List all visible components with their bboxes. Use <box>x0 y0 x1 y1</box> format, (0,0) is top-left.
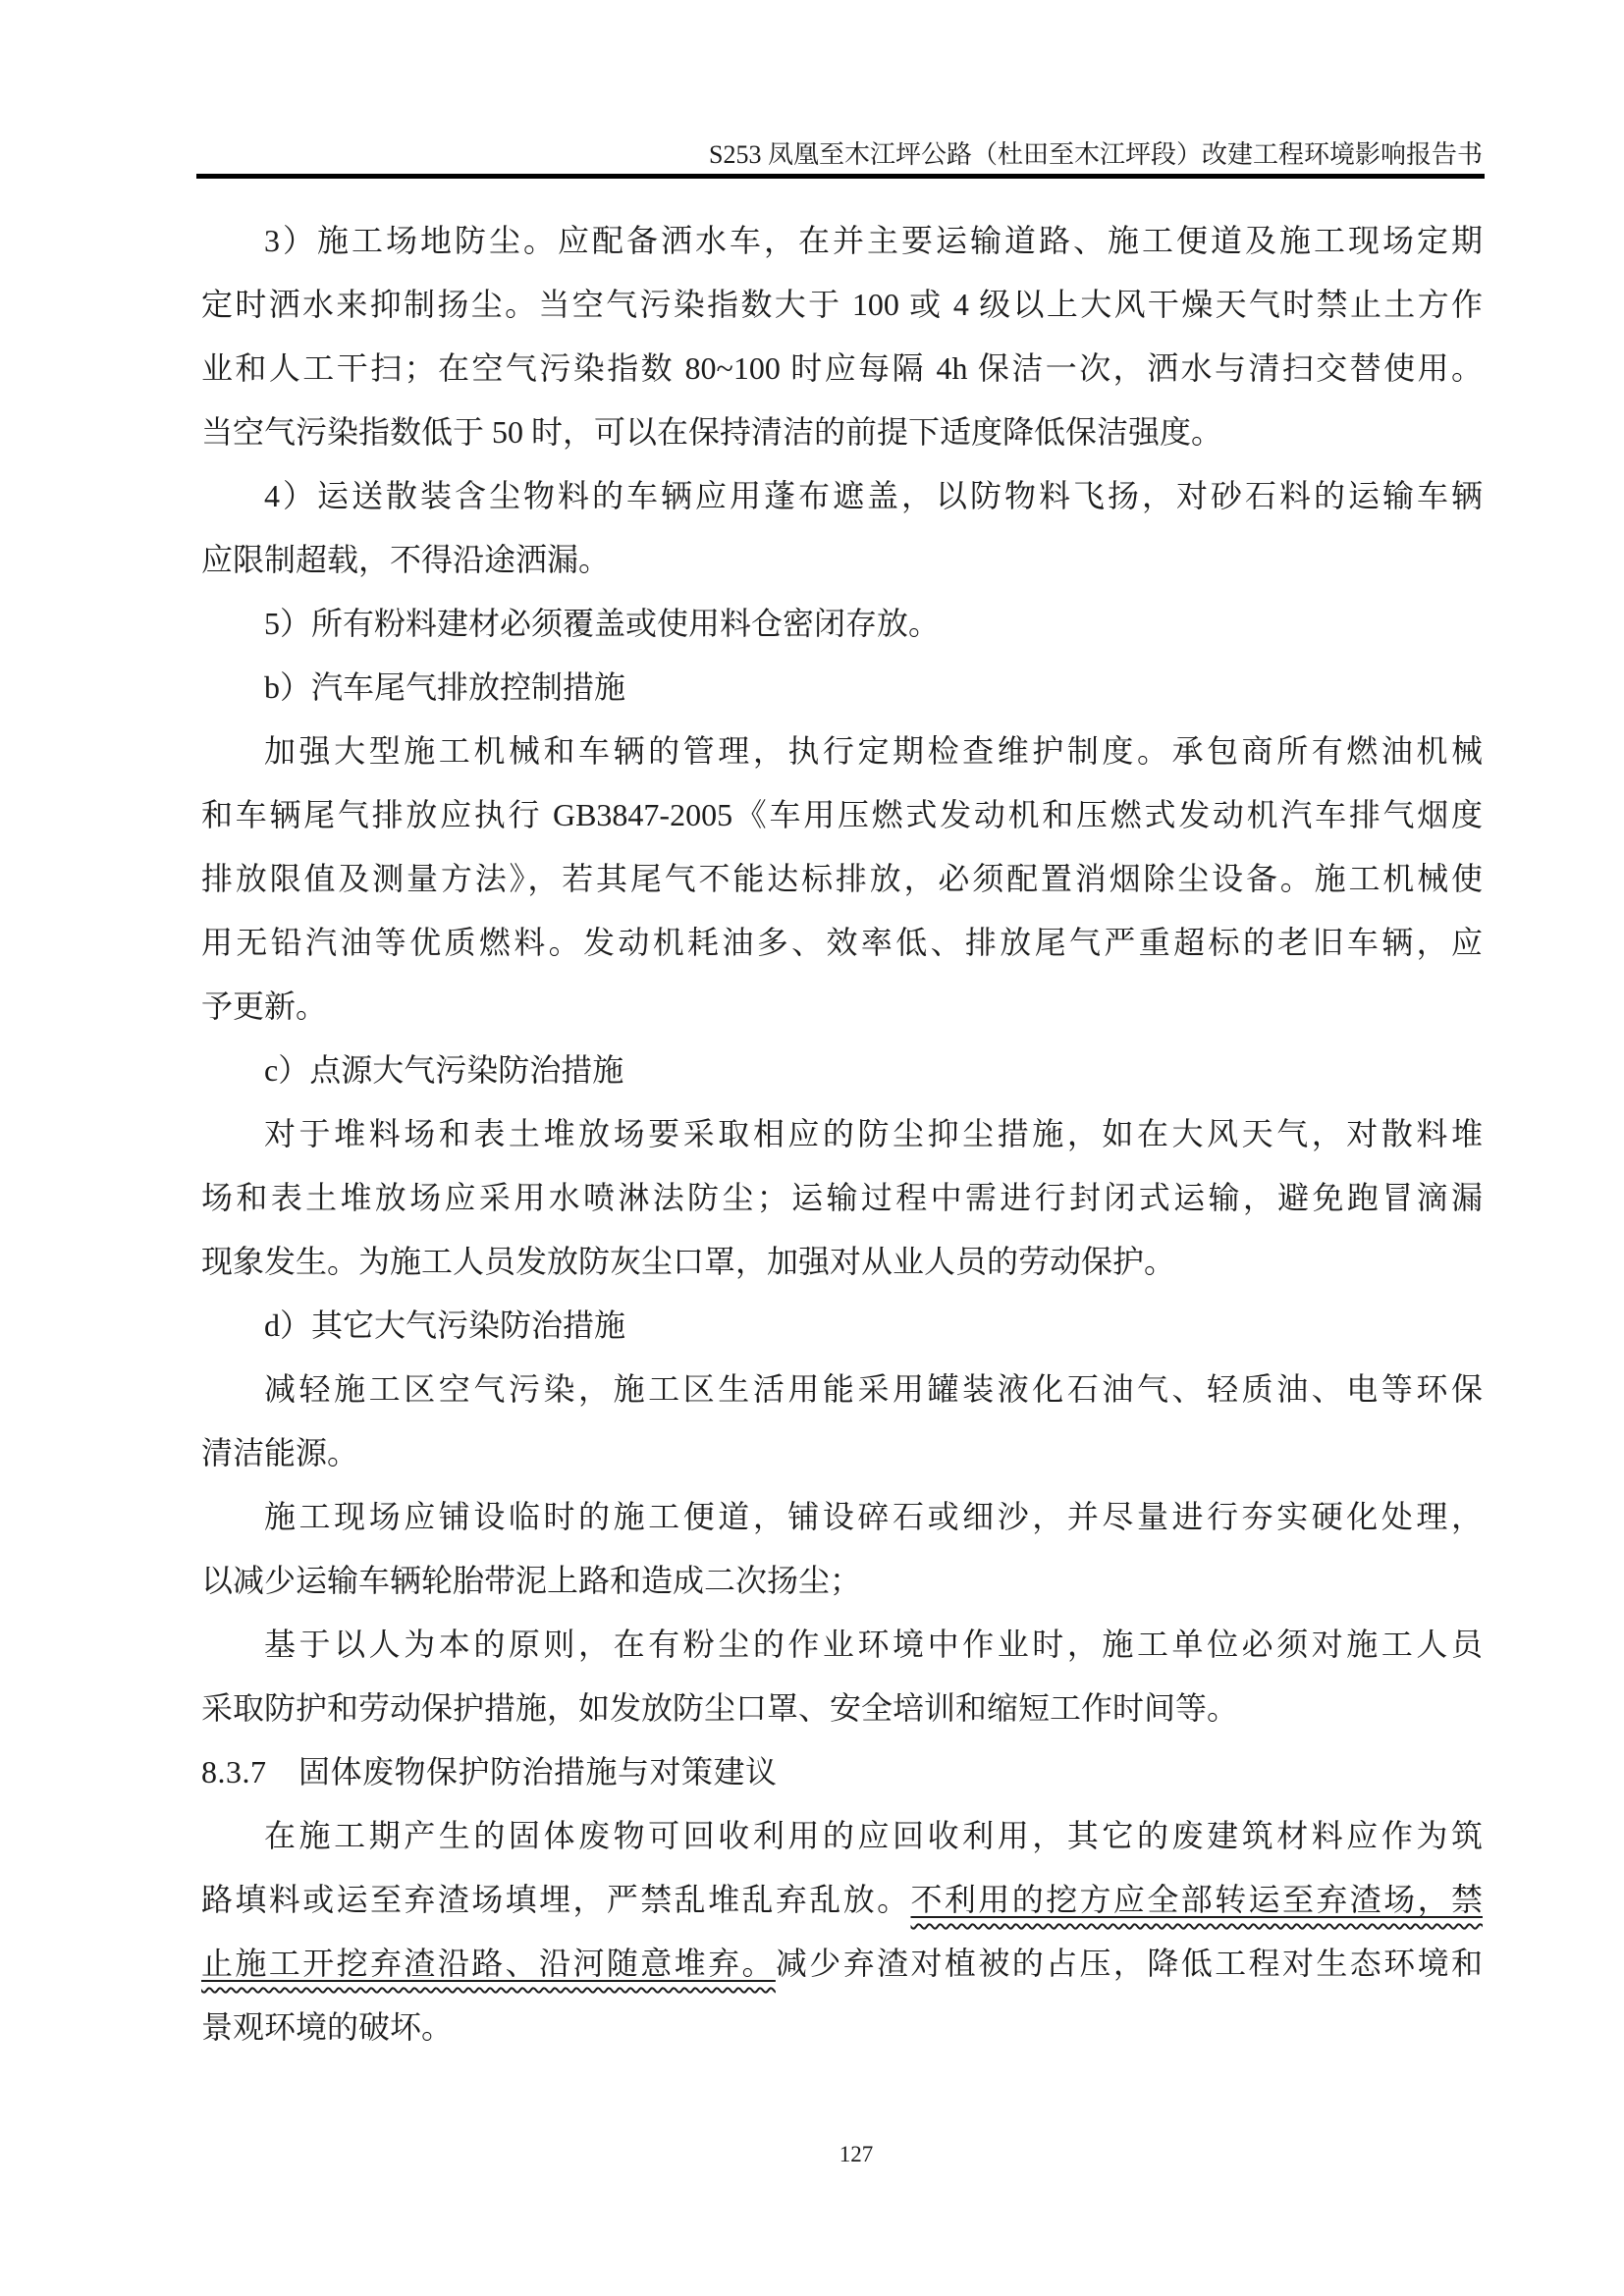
text-line <box>201 783 1483 847</box>
text-segment: 业和人工干扫；在空气污染指数 80~100 时应每隔 4h 保洁一次，洒水与清扫交替使用。 <box>201 350 1483 386</box>
text-line <box>201 1039 1483 1102</box>
paragraph <box>201 592 1483 656</box>
text-segment: 3）施工场地防尘。应配备洒水车，在并主要运输道路、施工便道及施工现场定期 <box>264 223 1483 258</box>
section-heading <box>201 1740 1483 1804</box>
text-line <box>201 1102 1483 1166</box>
text-segment: 减少弃渣对植被的占压，降低工程对生态环境和 <box>775 1946 1483 1981</box>
paragraph <box>201 1485 1483 1613</box>
page-header-title: S253 凤凰至木江坪公路（杜田至木江坪段）改建工程环境影响报告书 <box>709 140 1483 169</box>
text-line <box>201 1868 1483 1932</box>
paragraph <box>201 1102 1483 1294</box>
paragraph <box>201 1294 1483 1358</box>
text-line <box>201 592 1483 656</box>
text-segment: 4）运送散装含尘物料的车辆应用蓬布遮盖，以防物料飞扬，对砂石料的运输车辆 <box>264 478 1483 513</box>
text-segment: 在施工期产生的固体废物可回收利用的应回收利用，其它的废建筑材料应作为筑 <box>264 1818 1483 1853</box>
text-line <box>201 720 1483 783</box>
page-number: 127 <box>839 2142 874 2166</box>
text-segment: d）其它大气污染防治措施 <box>264 1308 626 1343</box>
text-segment: 场和表土堆放场应采用水喷淋法防尘；运输过程中需进行封闭式运输，避免跑冒滴漏 <box>201 1180 1483 1215</box>
underlined-text-inner: 不利用的挖方应全部转运至弃渣场，禁 <box>910 1882 1483 1917</box>
text-segment: 景观环境的破坏。 <box>201 2009 454 2045</box>
text-line <box>201 1932 1483 1996</box>
paragraph <box>201 720 1483 1039</box>
text-segment: 以减少运输车辆轮胎带泥上路和造成二次扬尘； <box>201 1563 862 1598</box>
text-line <box>201 1294 1483 1358</box>
text-segment: 采取防护和劳动保护措施，如发放防尘口罩、安全培训和缩短工作时间等。 <box>201 1690 1239 1726</box>
text-line <box>201 337 1483 400</box>
paragraph <box>201 209 1483 464</box>
text-line <box>201 911 1483 975</box>
text-segment: 现象发生。为施工人员发放防灰尘口罩，加强对从业人员的劳动保护。 <box>201 1244 1176 1279</box>
text-line <box>201 1421 1483 1485</box>
text-line <box>201 1358 1483 1421</box>
paragraph <box>201 1804 1483 2059</box>
text-line <box>201 1804 1483 1868</box>
text-line <box>201 1740 1483 1804</box>
text-line <box>201 1996 1483 2059</box>
text-segment: 加强大型施工机械和车辆的管理，执行定期检查维护制度。承包商所有燃油机械 <box>264 733 1483 769</box>
text-line <box>201 1166 1483 1230</box>
text-segment: 予更新。 <box>201 988 328 1024</box>
paragraph <box>201 656 1483 720</box>
paragraph <box>201 1358 1483 1485</box>
text-segment: 对于堆料场和表土堆放场要采取相应的防尘抑尘措施，如在大风天气，对散料堆 <box>264 1116 1483 1151</box>
text-segment: c）点源大气污染防治措施 <box>264 1052 624 1088</box>
underlined-text-inner: 止施工开挖弃渣沿路、沿河随意堆弃。 <box>201 1946 776 1981</box>
text-segment: 路填料或运至弃渣场填埋，严禁乱堆乱弃乱放。 <box>201 1882 911 1917</box>
text-line <box>201 400 1483 464</box>
text-segment: 清洁能源。 <box>201 1435 359 1470</box>
header-rule <box>196 174 1485 179</box>
text-line <box>201 273 1483 337</box>
text-segment: 排放限值及测量方法》，若其尾气不能达标排放，必须配置消烟除尘设备。施工机械使 <box>201 861 1483 896</box>
text-segment: 减轻施工区空气污染，施工区生活用能采用罐装液化石油气、轻质油、电等环保 <box>264 1371 1483 1407</box>
text-line <box>201 656 1483 720</box>
paragraph <box>201 1039 1483 1102</box>
text-line <box>201 975 1483 1039</box>
text-line <box>201 1549 1483 1613</box>
text-segment: b）汽车尾气排放控制措施 <box>264 669 626 705</box>
text-segment: 应限制超载，不得沿途洒漏。 <box>201 542 611 577</box>
text-line <box>201 1613 1483 1677</box>
document-body <box>201 209 1483 2059</box>
paragraph <box>201 464 1483 592</box>
underlined-text <box>201 1946 776 1981</box>
text-line <box>201 464 1483 528</box>
text-segment: 定时洒水来抑制扬尘。当空气污染指数大于 100 或 4 级以上大风干燥天气时禁止土方作 <box>201 287 1483 322</box>
text-segment: 5）所有粉料建材必须覆盖或使用料仓密闭存放。 <box>264 606 941 641</box>
text-line <box>201 528 1483 592</box>
text-line <box>201 1230 1483 1294</box>
text-segment: 用无铅汽油等优质燃料。发动机耗油多、效率低、排放尾气严重超标的老旧车辆，应 <box>201 925 1483 960</box>
underlined-text <box>911 1882 1483 1917</box>
text-line <box>201 209 1483 273</box>
text-segment: 施工现场应铺设临时的施工便道，铺设碎石或细沙，并尽量进行夯实硬化处理， <box>264 1499 1483 1534</box>
text-segment: 当空气污染指数低于 50 时，可以在保持清洁的前提下适度降低保洁强度。 <box>201 414 1223 450</box>
text-segment: 8.3.7 固体废物保护防治措施与对策建议 <box>201 1754 778 1789</box>
text-line <box>201 847 1483 911</box>
text-segment: 基于以人为本的原则，在有粉尘的作业环境中作业时，施工单位必须对施工人员 <box>264 1627 1483 1662</box>
text-line <box>201 1677 1483 1740</box>
paragraph <box>201 1613 1483 1740</box>
text-segment: 和车辆尾气排放应执行 GB3847-2005《车用压燃式发动机和压燃式发动机汽车排气烟度 <box>201 797 1483 832</box>
text-line <box>201 1485 1483 1549</box>
